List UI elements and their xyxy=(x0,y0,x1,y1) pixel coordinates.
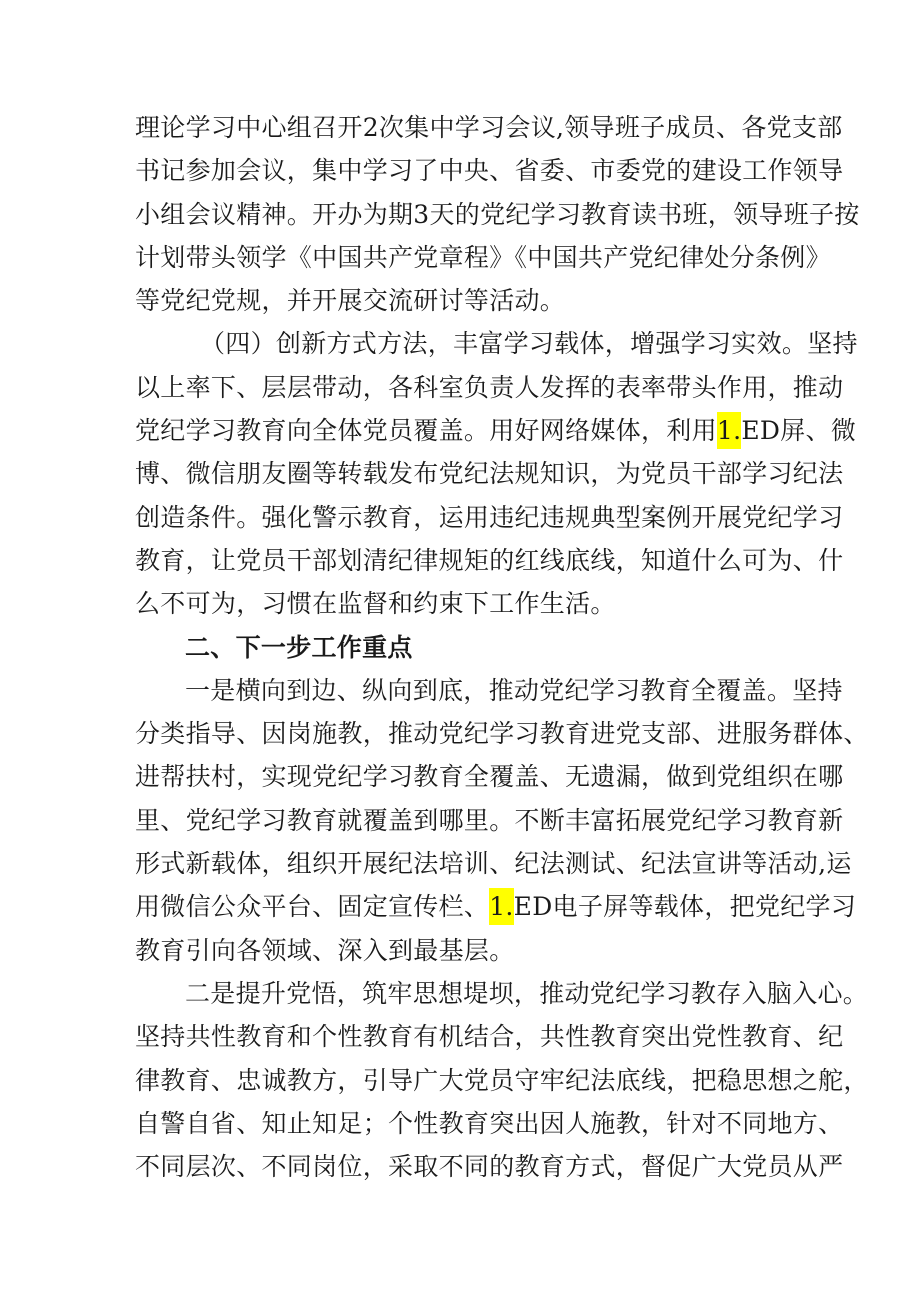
text-line: 小组会议精神。开办为期3天的党纪学习教育读书班，领导班子按 xyxy=(135,199,860,229)
text-line: 等党纪党规，并开展交流研讨等活动。 xyxy=(135,286,566,316)
text-line: 二是提升党悟，筑牢思想堤坝，推动党纪学习教存入脑入心。 xyxy=(185,978,869,1008)
text-line: 创造条件。强化警示教育，运用违纪违规典型案例开展党纪学习 xyxy=(135,502,844,532)
text-line: 书记参加会议，集中学习了中央、省委、市委党的建设工作领导 xyxy=(135,156,844,186)
text-line: 教育，让党员干部划清纪律规矩的红线底线，知道什么可为、什 xyxy=(135,545,844,575)
line-text-before: 党纪学习教育向全体党员覆盖。用好网络媒体，利用 xyxy=(135,416,717,446)
text-line: （四）创新方式方法，丰富学习载体，增强学习实效。坚持 xyxy=(200,329,858,359)
text-line: 么不可为，习惯在监督和约束下工作生活。 xyxy=(135,589,616,619)
text-line: 博、微信朋友圈等转载发布党纪法规知识，为党员干部学习纪法 xyxy=(135,459,844,489)
text-line xyxy=(135,885,857,928)
text-line: 不同层次、不同岗位，采取不同的教育方式，督促广大党员从严 xyxy=(135,1152,844,1182)
text-line: 分类指导、因岗施教，推动党纪学习教育进党支部、进服务群体、 xyxy=(135,719,869,749)
line-text-after: ED屏、微 xyxy=(741,416,857,446)
text-line: 一是横向到边、纵向到底，推动党纪学习教育全覆盖。坚持 xyxy=(185,675,843,705)
text-line: 自警自省、知止知足；个性教育突出因人施教，针对不同地方、 xyxy=(135,1108,844,1138)
text-line: 律教育、忠诚教方，引导广大党员守牢纪法底线，把稳思想之舵， xyxy=(135,1065,869,1095)
text-line: 坚持共性教育和个性教育有机结合，共性教育突出党性教育、纪 xyxy=(135,1022,844,1052)
highlighted-text: 1. xyxy=(717,412,741,449)
section-heading: 二、下一步工作重点 xyxy=(185,632,413,662)
text-line: 以上率下、层层带动，各科室负责人发挥的表率带头作用，推动 xyxy=(135,372,844,402)
text-line: 理论学习中心组召开2次集中学习会议,领导班子成员、各党支部 xyxy=(135,113,843,142)
text-line: 计划带头领学《中国共产党章程》《中国共产党纪律处分条例》 xyxy=(135,242,831,272)
document-body xyxy=(135,106,869,1188)
highlighted-text: 1. xyxy=(489,888,513,925)
text-line xyxy=(135,409,857,452)
text-line: 里、党纪学习教育就覆盖到哪里。不断丰富拓展党纪学习教育新 xyxy=(135,805,844,835)
line-text-before: 用微信公众平台、固定宣传栏、 xyxy=(135,892,490,922)
text-line: 进帮扶村，实现党纪学习教育全覆盖、无遗漏，做到党组织在哪 xyxy=(135,762,844,792)
text-line: 形式新载体，组织开展纪法培训、纪法测试、纪法宣讲等活动,运 xyxy=(135,849,852,879)
text-line: 教育引向各领域、深入到最基层。 xyxy=(135,935,515,965)
line-text-after: ED电子屏等载体，把党纪学习 xyxy=(513,892,857,922)
